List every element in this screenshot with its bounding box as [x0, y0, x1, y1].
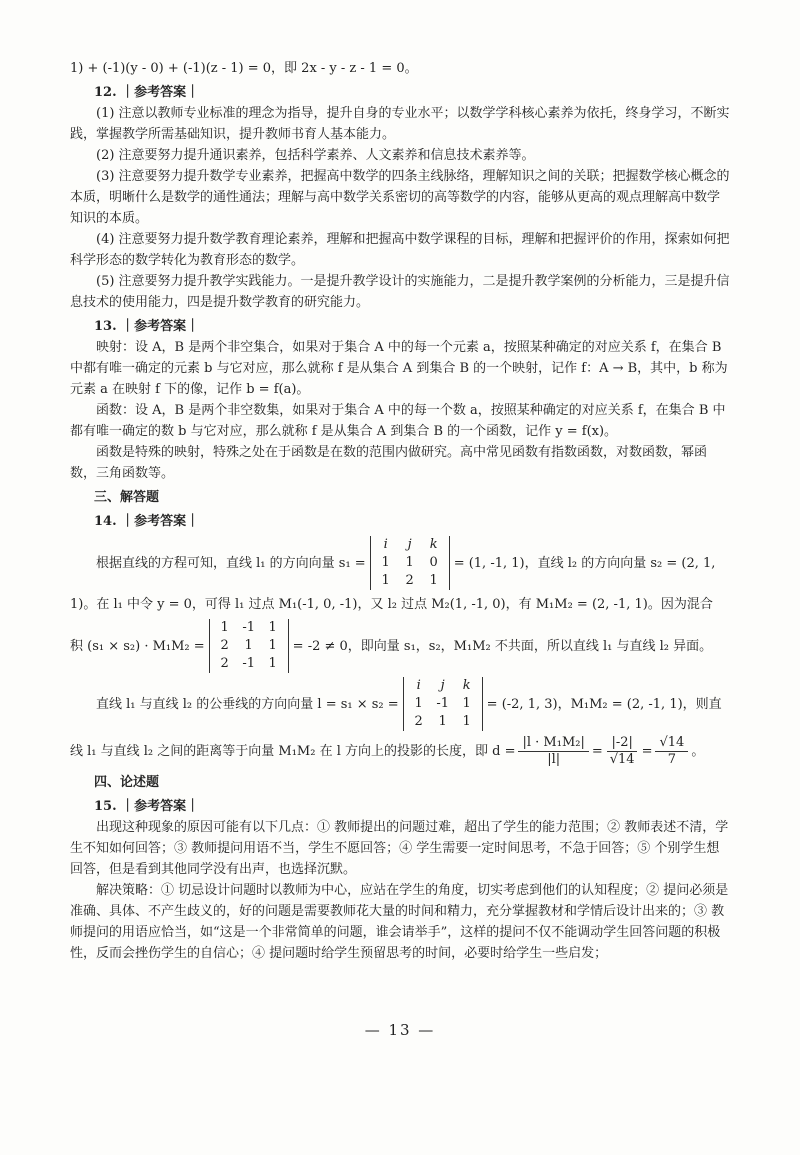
det-cell: 2: [220, 638, 229, 653]
det-cell: -1: [436, 696, 449, 711]
q12-para-5: (5) 注意要努力提升教学实践能力。一是提升教学设计的实施能力，二是提升教学案例的分析能力，三是提升信息技术的使用能力，四是提升数学教育的研究能力。: [70, 274, 730, 310]
det-cell: 2: [405, 573, 414, 588]
det-cell: i: [416, 678, 421, 693]
det-cell: i: [383, 537, 388, 552]
q14-line-5: [70, 735, 730, 768]
fraction-projection: [518, 735, 588, 768]
q12-para-3: (3) 注意要努力提升数学专业素养，把握高中数学的四条主线脉络，理解知识之间的关联；把握数学核心概念的本质，明晰什么是数学的通性通法；理解与高中数学关系密切的高等数学的内容，能够从更高的观点理解高中数学知识的本质。: [70, 169, 730, 226]
det-cell: -1: [242, 656, 255, 671]
q13-function-definition: 函数：设 A，B 是两个非空数集，如果对于集合 A 中的每一个数 a，按照某种确定的对应关系 f，在集合 B 中都有唯一确定的数 b 与它对应，那么就称 f 是从集合 A 到集合 B 的一个函数，记作 y = f(x)。: [70, 403, 726, 439]
det-cell: 2: [220, 656, 229, 671]
q12-para-4: (4) 注意要努力提升数学教育理论素养，理解和把握高中数学课程的目标，理解和把握评价的作用，探索如何把科学形态的数学转化为教育形态的数学。: [70, 232, 730, 268]
det-cell: 2: [414, 714, 423, 729]
q14-heading: 14. ｜参考答案｜: [94, 514, 200, 529]
det-cell: -1: [242, 620, 255, 635]
det-cell: 1: [462, 696, 471, 711]
q14-line-4-pre: 直线 l₁ 与直线 l₂ 的公垂线的方向向量 l = s₁ × s₂ =: [96, 696, 399, 712]
q14-line-3: [70, 619, 730, 673]
fraction-numerator: |l · M₁M₂|: [518, 735, 588, 752]
determinant-s1: [370, 536, 450, 590]
determinant-mixed-product: [209, 619, 289, 673]
det-cell: k: [429, 537, 438, 552]
page-number: — 13 —: [364, 1021, 436, 1039]
det-cell: 1: [405, 555, 414, 570]
section-4-title: 四、论述题: [94, 775, 160, 790]
fraction-denominator: √14: [609, 752, 635, 767]
equals-sign: =: [641, 744, 653, 759]
q14-line-1-pre: 根据直线的方程可知，直线 l₁ 的方向向量 s₁ =: [96, 555, 366, 571]
q15-heading: 15. ｜参考答案｜: [94, 799, 200, 814]
det-cell: 1: [414, 696, 423, 711]
q14-line-3-pre: 积 (s₁ × s₂) · M₁M₂ =: [70, 638, 205, 654]
fraction-result: [655, 735, 688, 768]
section-3-title: 三、解答题: [94, 490, 160, 505]
fraction-numerator: √14: [655, 735, 688, 752]
det-cell: j: [440, 678, 445, 693]
determinant-common-perpendicular: [403, 677, 483, 731]
det-cell: 1: [381, 555, 390, 570]
q14-line-3-post: = -2 ≠ 0，即向量 s₁，s₂，M₁M₂ 不共面，所以直线 l₁ 与直线 l₂ 异面。: [292, 638, 713, 654]
det-cell: 1: [429, 573, 438, 588]
q12-para-1: (1) 注意以教师专业标准的理念为指导，提升自身的专业水平；以数学学科核心素养为依托，终身学习，不断实践，掌握教学所需基础知识，提升教师书育人基本能力。: [70, 106, 730, 142]
q13-heading: 13. ｜参考答案｜: [94, 319, 200, 334]
fraction-denominator: 7: [667, 752, 677, 767]
q15-reasons: 出现这种现象的原因可能有以下几点：① 教师提出的问题过难，超出了学生的能力范围；② 教师表述不清，学生不知如何回答；③ 教师提问用语不当，学生不愿回答；④ 学生需要一定时间思考，不急于回答；⑤ 个别学生想回答，但是看到其他同学没有出声，也选择沉默。: [70, 820, 729, 877]
equals-sign: =: [591, 744, 603, 759]
det-cell: j: [407, 537, 412, 552]
q14-line-4: [70, 677, 730, 731]
q15-strategies: 解决策略：① 切忌设计问题时以教师为中心，应站在学生的角度，切实考虑到他们的认知程度；② 提问必须是准确、具体、不产生歧义的，好的问题是需要教师花大量的时间和精力，充分掌握教材和学情后设计出来的；③ 教师提问的用语应恰当，如“这是一个非常简单的问题，谁会请举手”，这样的提问不仅不能调动学生回答问题的积极性，反而会挫伤学生的自信心；④ 提问题时给学生预留思考的时间，必要时给学生一些启发；: [70, 883, 729, 961]
q14-line-5-pre: 线 l₁ 与直线 l₂ 之间的距离等于向量 M₁M₂ 在 l 方向上的投影的长度，即 d =: [70, 744, 516, 759]
det-cell: 1: [220, 620, 229, 635]
det-cell: 1: [462, 714, 471, 729]
det-cell: 1: [438, 714, 447, 729]
sentence-end: 。: [691, 744, 705, 759]
det-cell: 0: [429, 555, 438, 570]
q14-line-1-post: = (1, -1, 1)，直线 l₂ 的方向向量 s₂ = (2, 1,: [453, 555, 716, 571]
det-cell: 1: [244, 638, 253, 653]
q14-line-4-post: = (-2, 1, 3)，M₁M₂ = (2, -1, 1)，则直: [486, 696, 722, 712]
det-cell: 1: [381, 573, 390, 588]
fraction-value: [606, 735, 639, 768]
det-cell: k: [462, 678, 471, 693]
q13-mapping-definition: 映射：设 A，B 是两个非空集合，如果对于集合 A 中的每一个元素 a，按照某种确定的对应关系 f，在集合 B 中都有唯一确定的元素 b 与它对应，那么就称 f 是从集合 A 到集合 B 的一个映射，记作 f：A → B，其中，b 称为元素 a 在映射 f 下的像，记作 b = f(a)。: [70, 340, 728, 397]
q12-heading: 12. ｜参考答案｜: [94, 85, 200, 100]
det-cell: 1: [268, 638, 277, 653]
q14-line-1: [70, 536, 730, 590]
continued-equation: 1) + (-1)(y - 0) + (-1)(z - 1) = 0，即 2x - y - z - 1 = 0。: [70, 61, 418, 76]
q14-line-2: 1)。在 l₁ 中令 y = 0，可得 l₁ 过点 M₁(-1, 0, -1)，又 l₂ 过点 M₂(1, -1, 0)，有 M₁M₂ = (2, -1, 1)。因为混合: [70, 597, 713, 612]
fraction-denominator: |l|: [547, 752, 561, 767]
det-cell: 1: [268, 656, 277, 671]
det-cell: 1: [268, 620, 277, 635]
q12-para-2: (2) 注意要努力提升通识素养，包括科学素养、人文素养和信息技术素养等。: [96, 148, 535, 163]
q13-relation: 函数是特殊的映射，特殊之处在于函数是在数的范围内做研究。高中常见函数有指数函数，对数函数，幂函数，三角函数等。: [70, 445, 708, 481]
fraction-numerator: |-2|: [607, 735, 636, 752]
